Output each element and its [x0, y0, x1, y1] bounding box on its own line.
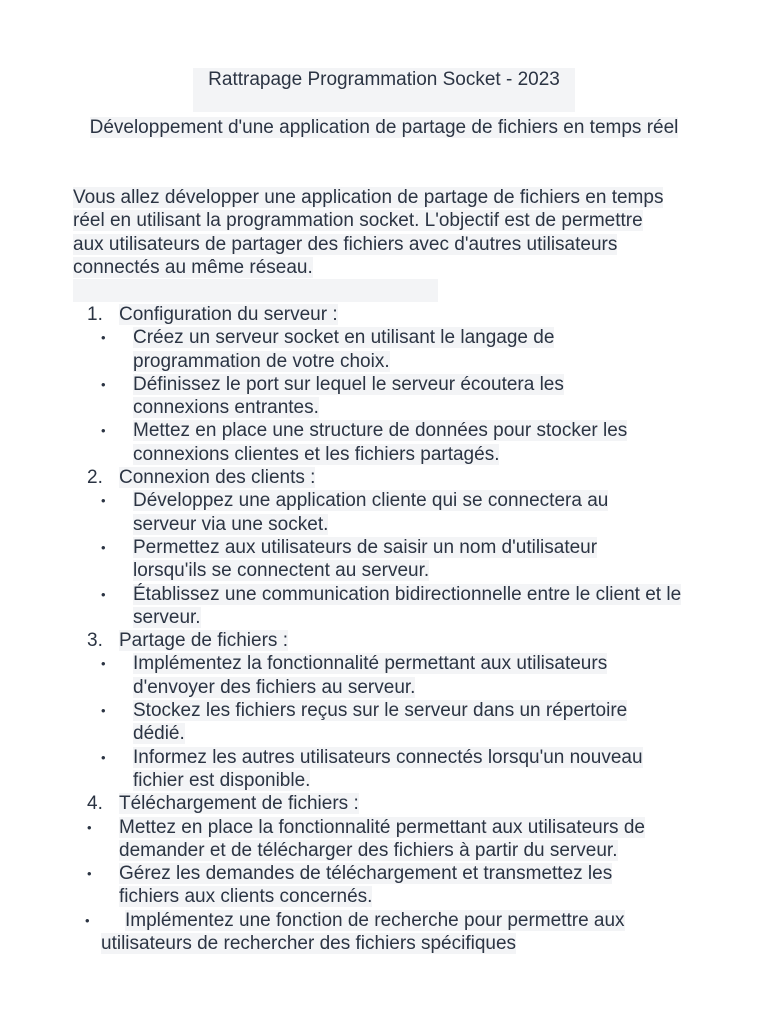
- list-item-text: Mettez en place une structure de données pour stocker les connexions clientes et les fichiers partagés.: [133, 420, 628, 465]
- list-item: [0, 489, 768, 536]
- subtitle-text: Développement d'une application de partage de fichiers en temps réel: [89, 117, 679, 138]
- bullet-icon: •: [101, 586, 106, 602]
- document-subtitle: [76, 116, 692, 139]
- list-item: [0, 816, 768, 863]
- list-item-text: Implémentez une fonction de recherche pour permettre aux utilisateurs de rechercher des fichiers spécifiques: [101, 909, 625, 955]
- list-item-text: Stockez les fichiers reçus sur le serveur dans un répertoire dédié.: [133, 700, 628, 745]
- bullet-icon: •: [101, 539, 106, 555]
- bullet-icon: •: [101, 423, 106, 439]
- list-item: [0, 373, 768, 420]
- bullet-icon: •: [101, 330, 106, 346]
- intro-paragraph: [73, 186, 673, 302]
- list-item: [0, 536, 768, 583]
- list-item: [0, 419, 768, 466]
- list-item-text: Gérez les demandes de téléchargement et transmettez les fichiers aux clients concernés.: [119, 863, 613, 908]
- list-item-text: Implémentez la fonctionnalité permettant aux utilisateurs d'envoyer des fichiers au serveur.: [133, 653, 608, 698]
- title-text: Rattrapage Programmation Socket - 2023: [208, 69, 560, 90]
- list-item: [0, 862, 768, 909]
- section-heading: Téléchargement de fichiers :: [119, 793, 359, 815]
- section-heading: Partage de fichiers :: [119, 630, 288, 652]
- section-heading: Connexion des clients :: [119, 467, 316, 489]
- task-list: [0, 303, 768, 955]
- section-number: 3.: [87, 630, 103, 652]
- bullet-icon: •: [101, 749, 106, 765]
- section-number: 1.: [87, 304, 103, 325]
- section-2-heading: [0, 466, 768, 489]
- list-item-text: Mettez en place la fonctionnalité permettant aux utilisateurs de demander et de télécharger des fichiers à partir du serveur.: [119, 816, 645, 861]
- bullet-icon: •: [85, 912, 90, 928]
- section-heading: Configuration du serveur :: [119, 304, 338, 325]
- list-item: [0, 326, 768, 373]
- bullet-icon: •: [101, 656, 106, 672]
- intro-text: Vous allez développer une application de partage de fichiers en temps réel en utilisant la programmation socket. L'objectif est de permettre aux utilisateurs de partager des fichiers avec d'autres utilisateurs connectés au même réseau.: [73, 187, 664, 278]
- bullet-icon: •: [101, 703, 106, 719]
- bullet-icon: •: [101, 376, 106, 392]
- bullet-icon: •: [87, 819, 92, 835]
- list-item: [0, 652, 768, 699]
- list-item: [0, 909, 768, 956]
- blank-line: [73, 279, 438, 302]
- section-number: 4.: [87, 793, 103, 815]
- list-item: [0, 746, 768, 793]
- bullet-icon: •: [87, 866, 92, 882]
- list-item-text: Définissez le port sur lequel le serveur écoutera les connexions entrantes.: [133, 373, 564, 419]
- list-item: [0, 699, 768, 746]
- list-item-text: Créez un serveur socket en utilisant le langage de programmation de votre choix.: [133, 327, 555, 372]
- list-item-text: Établissez une communication bidirectionnelle entre le client et le serveur.: [133, 583, 682, 628]
- list-item: [0, 583, 768, 630]
- list-item-text: Développez une application cliente qui se connectera au serveur via une socket.: [133, 490, 609, 535]
- section-number: 2.: [87, 467, 103, 489]
- bullet-icon: •: [101, 493, 106, 509]
- list-item-text: Informez les autres utilisateurs connectés lorsqu'un nouveau fichier est disponible.: [133, 746, 643, 791]
- section-3-heading: [0, 629, 768, 652]
- section-4-heading: [0, 792, 768, 815]
- section-1-heading: [0, 303, 768, 326]
- list-item-text: Permettez aux utilisateurs de saisir un nom d'utilisateur lorsqu'ils se connectent au serveur.: [133, 536, 598, 582]
- document-title: [193, 68, 575, 112]
